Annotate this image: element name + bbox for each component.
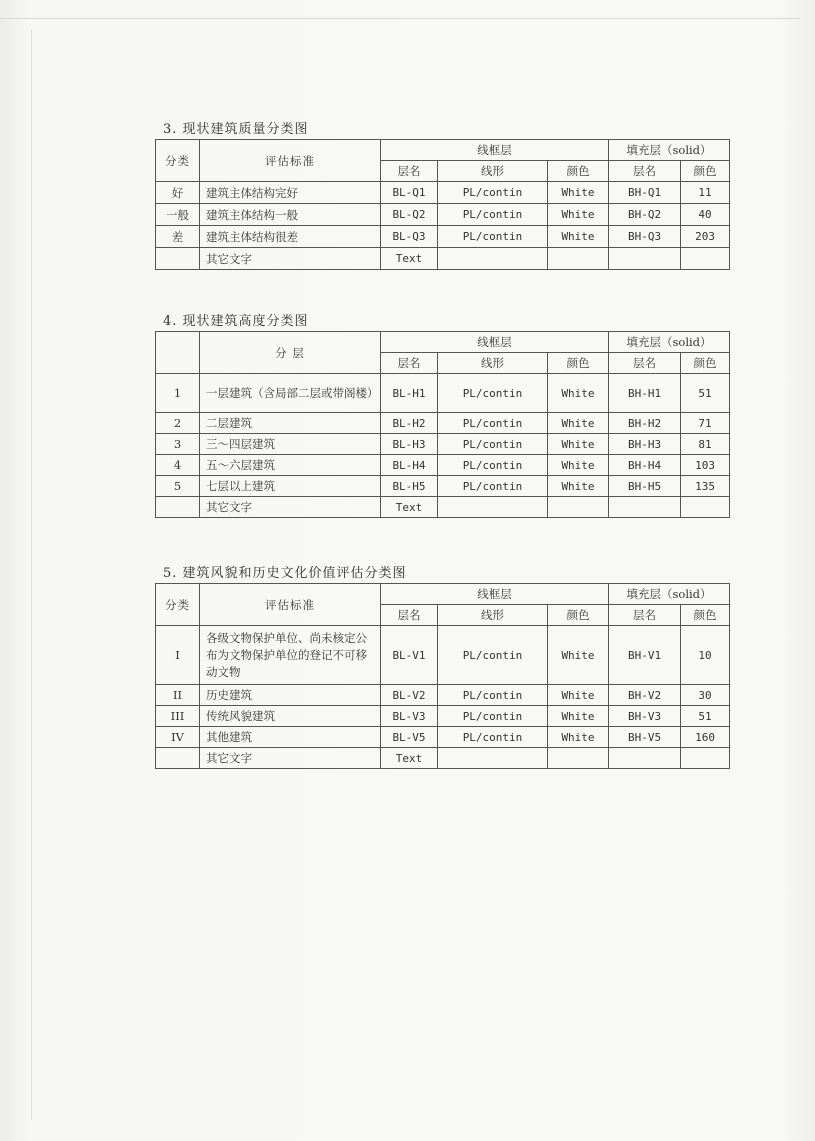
cell-layer: BL-V2 — [381, 685, 438, 706]
header-fill: 填充层（solid） — [609, 332, 730, 353]
cell-layer: Text — [381, 497, 438, 518]
cell-criterion: 建筑主体结构完好 — [200, 182, 381, 204]
cell-criterion: 五～六层建筑 — [200, 455, 381, 476]
cell-color: White — [548, 476, 609, 497]
cell-layer: BL-V1 — [381, 626, 438, 685]
cell-category: III — [156, 706, 200, 727]
cell-line: PL/contin — [438, 476, 548, 497]
cell-fill-layer: BH-H1 — [609, 374, 681, 413]
cell-layer: BL-H5 — [381, 476, 438, 497]
building-style-value-table — [155, 583, 730, 769]
header-fill-layer-name: 层名 — [609, 605, 681, 626]
header-fill-color: 颜色 — [681, 605, 730, 626]
cell-criterion: 其它文字 — [200, 248, 381, 270]
header-fill-layer-name: 层名 — [609, 161, 681, 182]
cell-line: PL/contin — [438, 685, 548, 706]
scan-margin-line — [31, 30, 32, 1120]
table-row — [156, 434, 730, 455]
section-3 — [155, 122, 729, 270]
building-height-table — [155, 331, 730, 518]
cell-layer: Text — [381, 748, 438, 769]
cell-criterion: 传统风貌建筑 — [200, 706, 381, 727]
header-layer-name: 层名 — [381, 161, 438, 182]
cell-color: White — [548, 727, 609, 748]
table-row — [156, 413, 730, 434]
cell-line — [438, 248, 548, 270]
cell-line — [438, 748, 548, 769]
header-criterion: 分 层 — [200, 332, 381, 374]
cell-color — [548, 748, 609, 769]
header-color: 颜色 — [548, 353, 609, 374]
cell-line: PL/contin — [438, 413, 548, 434]
cell-fill-layer: BH-H2 — [609, 413, 681, 434]
cell-color: White — [548, 204, 609, 226]
table-row — [156, 455, 730, 476]
cell-fill-layer: BH-H5 — [609, 476, 681, 497]
cell-category: 4 — [156, 455, 200, 476]
cell-color — [548, 497, 609, 518]
cell-line: PL/contin — [438, 204, 548, 226]
header-category — [156, 332, 200, 374]
header-line-type: 线形 — [438, 161, 548, 182]
table-row — [156, 476, 730, 497]
cell-category: II — [156, 685, 200, 706]
cell-criterion: 二层建筑 — [200, 413, 381, 434]
table-row — [156, 727, 730, 748]
cell-category: 1 — [156, 374, 200, 413]
cell-fill-layer: BH-Q3 — [609, 226, 681, 248]
cell-fill-color: 135 — [681, 476, 730, 497]
table-row — [156, 226, 730, 248]
cell-layer: Text — [381, 248, 438, 270]
cell-layer: BL-V5 — [381, 727, 438, 748]
cell-fill-layer — [609, 248, 681, 270]
cell-fill-color: 203 — [681, 226, 730, 248]
cell-category: 3 — [156, 434, 200, 455]
cell-fill-layer — [609, 497, 681, 518]
table-row — [156, 685, 730, 706]
header-wireframe: 线框层 — [381, 332, 609, 353]
cell-category — [156, 497, 200, 518]
cell-category: 好 — [156, 182, 200, 204]
cell-category: 一般 — [156, 204, 200, 226]
section-3-title: 3. 现状建筑质量分类图 — [163, 122, 309, 137]
header-color: 颜色 — [548, 605, 609, 626]
cell-color: White — [548, 706, 609, 727]
header-fill-layer-name: 层名 — [609, 353, 681, 374]
cell-layer: BL-Q3 — [381, 226, 438, 248]
table-row — [156, 204, 730, 226]
cell-layer: BL-H4 — [381, 455, 438, 476]
header-category: 分类 — [156, 584, 200, 626]
cell-criterion: 各级文物保护单位、尚未核定公布为文物保护单位的登记不可移动文物 — [200, 626, 381, 685]
cell-color: White — [548, 226, 609, 248]
cell-fill-color: 30 — [681, 685, 730, 706]
cell-color: White — [548, 626, 609, 685]
table-row — [156, 626, 730, 685]
cell-criterion: 建筑主体结构一般 — [200, 204, 381, 226]
cell-fill-color: 51 — [681, 706, 730, 727]
cell-layer: BL-Q1 — [381, 182, 438, 204]
cell-color — [548, 248, 609, 270]
cell-fill-color: 160 — [681, 727, 730, 748]
header-fill-color: 颜色 — [681, 353, 730, 374]
table-row-other — [156, 748, 730, 769]
cell-line: PL/contin — [438, 455, 548, 476]
table-row — [156, 374, 730, 413]
cell-fill-color: 81 — [681, 434, 730, 455]
cell-line: PL/contin — [438, 374, 548, 413]
cell-line: PL/contin — [438, 434, 548, 455]
cell-category — [156, 748, 200, 769]
cell-fill-color: 10 — [681, 626, 730, 685]
table-row-other — [156, 248, 730, 270]
cell-fill-layer: BH-Q1 — [609, 182, 681, 204]
cell-fill-layer: BH-H4 — [609, 455, 681, 476]
cell-fill-color: 11 — [681, 182, 730, 204]
cell-category: I — [156, 626, 200, 685]
cell-criterion: 七层以上建筑 — [200, 476, 381, 497]
cell-line: PL/contin — [438, 706, 548, 727]
header-layer-name: 层名 — [381, 353, 438, 374]
section-5 — [155, 566, 729, 769]
section-5-title: 5. 建筑风貌和历史文化价值评估分类图 — [163, 566, 407, 581]
header-fill: 填充层（solid） — [609, 140, 730, 161]
header-criterion: 评估标准 — [200, 140, 381, 182]
header-wireframe: 线框层 — [381, 140, 609, 161]
cell-fill-color — [681, 248, 730, 270]
cell-fill-layer: BH-V3 — [609, 706, 681, 727]
header-fill-color: 颜色 — [681, 161, 730, 182]
cell-color: White — [548, 685, 609, 706]
cell-category: IV — [156, 727, 200, 748]
cell-line — [438, 497, 548, 518]
cell-layer: BL-H2 — [381, 413, 438, 434]
table-header-row — [156, 140, 730, 161]
cell-line: PL/contin — [438, 182, 548, 204]
table-row — [156, 182, 730, 204]
table-row — [156, 706, 730, 727]
section-4 — [155, 314, 729, 518]
cell-fill-color: 40 — [681, 204, 730, 226]
cell-color: White — [548, 182, 609, 204]
header-layer-name: 层名 — [381, 605, 438, 626]
cell-criterion: 其它文字 — [200, 748, 381, 769]
cell-criterion: 三～四层建筑 — [200, 434, 381, 455]
cell-line: PL/contin — [438, 626, 548, 685]
cell-fill-color: 71 — [681, 413, 730, 434]
building-quality-table — [155, 139, 730, 270]
cell-layer: BL-Q2 — [381, 204, 438, 226]
table-header-row — [156, 332, 730, 353]
cell-category: 2 — [156, 413, 200, 434]
cell-fill-layer — [609, 748, 681, 769]
cell-fill-color: 51 — [681, 374, 730, 413]
cell-criterion: 历史建筑 — [200, 685, 381, 706]
cell-color: White — [548, 374, 609, 413]
cell-criterion: 其他建筑 — [200, 727, 381, 748]
cell-fill-layer: BH-V2 — [609, 685, 681, 706]
cell-layer: BL-H1 — [381, 374, 438, 413]
cell-criterion: 一层建筑（含局部二层或带阁楼） — [200, 374, 381, 413]
cell-color: White — [548, 455, 609, 476]
table-row-other — [156, 497, 730, 518]
cell-fill-layer: BH-H3 — [609, 434, 681, 455]
cell-fill-color — [681, 748, 730, 769]
cell-fill-color: 103 — [681, 455, 730, 476]
cell-layer: BL-V3 — [381, 706, 438, 727]
header-fill: 填充层（solid） — [609, 584, 730, 605]
cell-fill-color — [681, 497, 730, 518]
cell-color: White — [548, 413, 609, 434]
cell-category — [156, 248, 200, 270]
scan-edge-line — [0, 18, 800, 19]
section-4-title: 4. 现状建筑高度分类图 — [163, 314, 309, 329]
header-criterion: 评估标准 — [200, 584, 381, 626]
cell-color: White — [548, 434, 609, 455]
cell-line: PL/contin — [438, 226, 548, 248]
table-header-row — [156, 584, 730, 605]
cell-category: 5 — [156, 476, 200, 497]
cell-category: 差 — [156, 226, 200, 248]
header-color: 颜色 — [548, 161, 609, 182]
cell-fill-layer: BH-V5 — [609, 727, 681, 748]
header-wireframe: 线框层 — [381, 584, 609, 605]
cell-criterion: 其它文字 — [200, 497, 381, 518]
header-line-type: 线形 — [438, 605, 548, 626]
cell-line: PL/contin — [438, 727, 548, 748]
cell-fill-layer: BH-Q2 — [609, 204, 681, 226]
header-category: 分类 — [156, 140, 200, 182]
cell-criterion: 建筑主体结构很差 — [200, 226, 381, 248]
cell-layer: BL-H3 — [381, 434, 438, 455]
cell-fill-layer: BH-V1 — [609, 626, 681, 685]
header-line-type: 线形 — [438, 353, 548, 374]
